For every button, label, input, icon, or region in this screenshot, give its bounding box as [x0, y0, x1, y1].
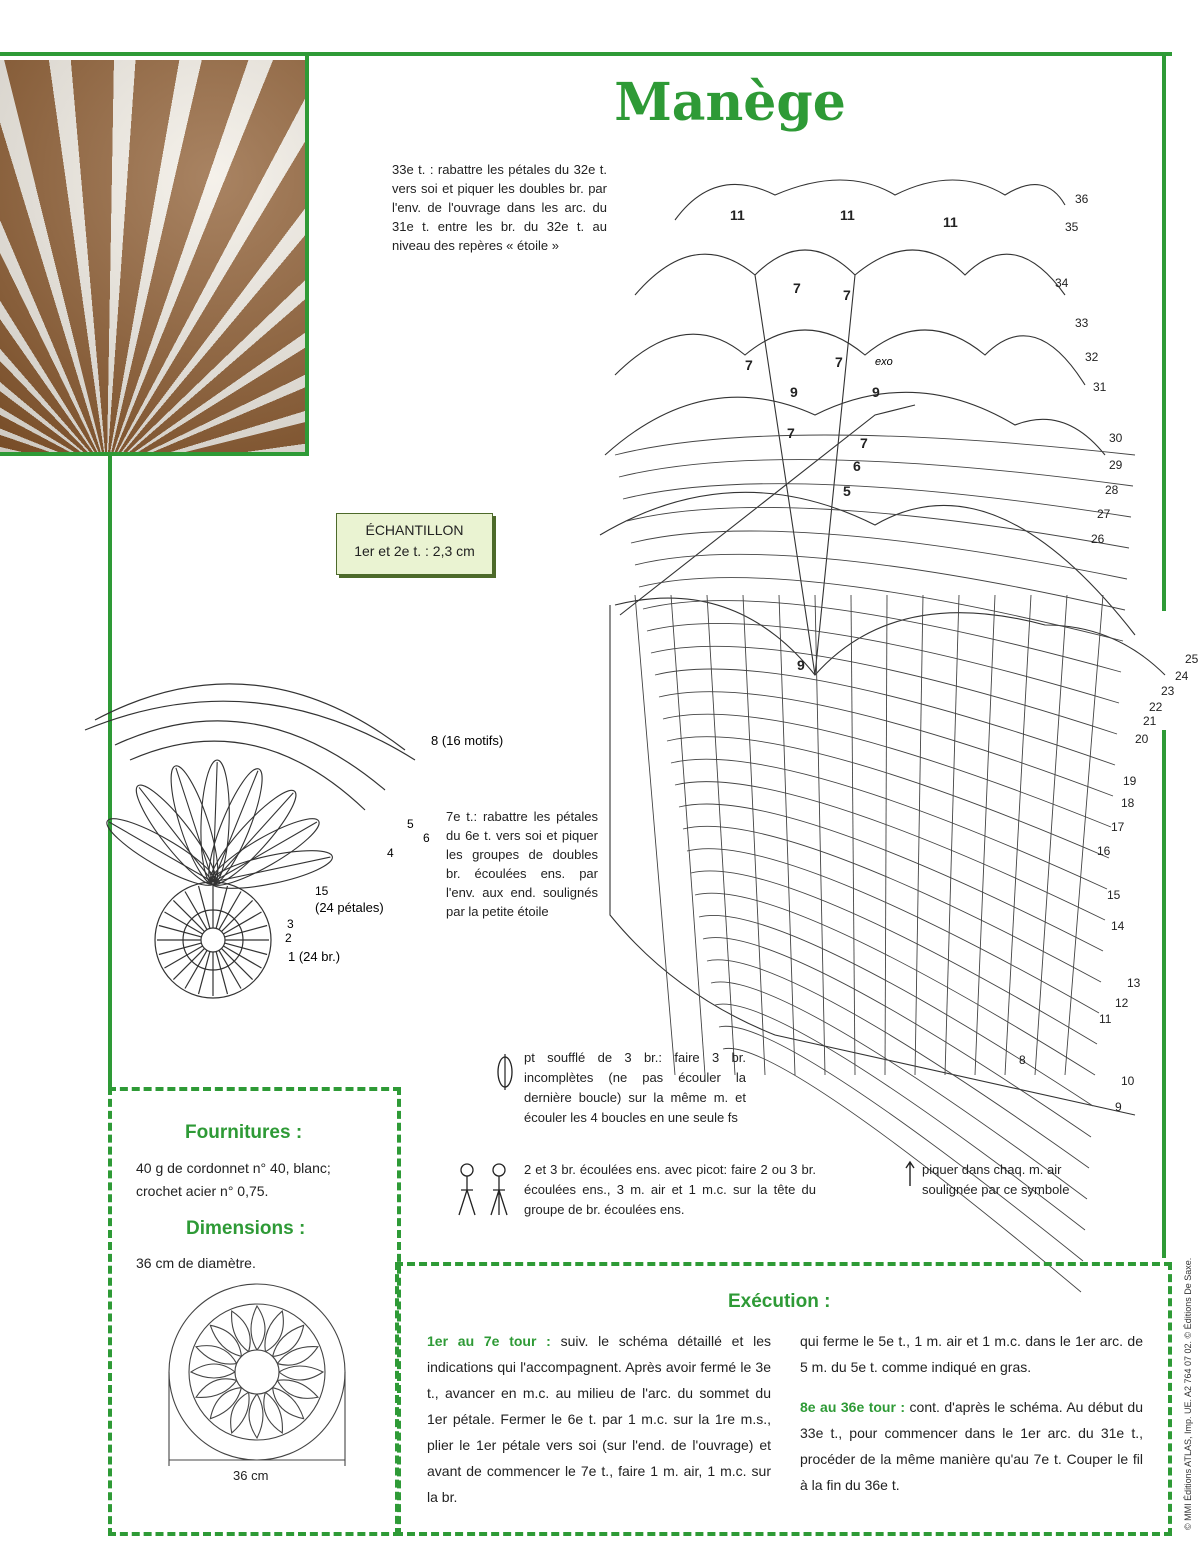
- large-crochet-chart: [575, 155, 1199, 1115]
- label-r1: 1 (24 br.): [288, 949, 341, 964]
- row-label: 13: [1127, 976, 1141, 990]
- row-label: 14: [1111, 919, 1125, 933]
- row-label: 12: [1115, 996, 1129, 1010]
- stitch-symbol: [903, 1160, 917, 1190]
- inner-number: 7: [860, 435, 868, 451]
- execution-column-1: [427, 1328, 771, 1510]
- inner-number: 5: [843, 483, 851, 499]
- photo-border-right: [305, 56, 309, 456]
- row-label: 27: [1097, 507, 1111, 521]
- supplies-heading: Fournitures :: [185, 1122, 303, 1143]
- row-label: 8: [1019, 1053, 1026, 1067]
- row-label: 33: [1075, 316, 1089, 330]
- row-label: 32: [1085, 350, 1099, 364]
- label-r15: 15: [315, 884, 329, 898]
- inner-number: 9: [797, 657, 805, 673]
- exec-p3-text: cont. d'après le schéma. Au début du 33e t., pour commencer dans le 1er arc. du 31e t., procéder de la même manière qu'au 7e t. Couper le fil à la fin du 36e t.: [800, 1399, 1144, 1493]
- note-round-7: 7e t.: rabattre les pétales du 6e t. vers soi et piquer les groupes de doubles br. écoulées ens. par l'env. aux end. soulignés par la petite étoile: [446, 809, 598, 919]
- row-label: 19: [1123, 774, 1137, 788]
- note-round-33: 33e t. : rabattre les pétales du 32e t. vers soi et piquer les doubles br. par l'env. de l'ouvrage dans les arc. du 31e t. entre les br. du 32e t. au niveau des repères « étoile »: [392, 162, 607, 253]
- row-label: 26: [1091, 532, 1105, 546]
- inner-number: 11: [943, 214, 958, 230]
- diagram-36cm: 36 cm: [233, 1468, 269, 1483]
- row-label: 28: [1105, 483, 1119, 497]
- label-r4: 4: [387, 846, 394, 860]
- photo-border-bottom: [0, 452, 309, 456]
- row-label: 30: [1109, 431, 1123, 445]
- sample-heading: ÉCHANTILLON: [365, 522, 464, 538]
- label-r2: 2: [285, 931, 292, 945]
- inner-number: 11: [730, 207, 745, 223]
- inner-number: 11: [840, 207, 855, 223]
- row-label: 24: [1175, 669, 1189, 683]
- row-label: 16: [1097, 844, 1111, 858]
- label-r3: 3: [287, 917, 294, 931]
- row-label: 36: [1075, 192, 1089, 206]
- label-petals: (24 pétales): [315, 900, 384, 915]
- legend-puff: pt soufflé de 3 br.: faire 3 br. incomplètes (ne pas écouler la dernière boucle) sur la même m. et écouler les 4 boucles en une seule fs: [524, 1050, 746, 1125]
- inner-number: 7: [793, 280, 801, 296]
- row-label: 34: [1055, 276, 1069, 290]
- label-r5: 5: [407, 817, 414, 831]
- exec-p1-text: suiv. le schéma détaillé et les indications qui l'accompagnent. Après avoir fermé le 3e t., avancer en m.c. au milieu de l'arc. du sommet du 1er pétale. Fermer le 6e t. par 1 m.c. sur la 1re m.s., plier le 1er pétale vers soi (sur l'end. de l'ouvrage) et avant de commencer le 7e t., faire 1 m. air, 1 m.c. sur la br.: [427, 1333, 771, 1505]
- dimensions-text: 36 cm de diamètre.: [136, 1255, 256, 1271]
- execution-heading: Exécution :: [728, 1291, 831, 1312]
- supplies-text: 40 g de cordonnet n° 40, blanc; crochet acier n° 0,75.: [136, 1160, 331, 1199]
- copyright-text: © MMI Éditions ATLAS, Imp. UE. A2 764 07 02. © Éditions De Saxe.: [1183, 1257, 1193, 1530]
- row-label: 25: [1185, 652, 1199, 666]
- inner-number: 7: [835, 354, 843, 370]
- picot-cluster-symbol: [455, 1160, 515, 1220]
- sample-text: 1er et 2e t. : 2,3 cm: [354, 543, 475, 559]
- row-label: 9: [1115, 1100, 1122, 1114]
- exec-p2-text: qui ferme le 5e t., 1 m. air et 1 m.c. dans le 1er arc. de 5 m. du 5e t. comme indiqué en gras.: [800, 1333, 1143, 1375]
- exec-p1-lead: 1er au 7e tour :: [427, 1333, 551, 1349]
- inner-number: 7: [787, 425, 795, 441]
- row-label: 11: [1099, 1012, 1112, 1026]
- inner-number: 6: [853, 458, 861, 474]
- inner-number: 7: [843, 287, 851, 303]
- page-title: Manège: [614, 72, 846, 133]
- inner-number: 9: [790, 384, 798, 400]
- legend-picot: 2 et 3 br. écoulées ens. avec picot: faire 2 ou 3 br. écoulées ens., 3 m. air et 1 m.c. sur la tête du groupe de br. écoulées ens.: [524, 1162, 816, 1217]
- row-label: 23: [1161, 684, 1175, 698]
- row-label: 29: [1109, 458, 1123, 472]
- inner-number: 7: [745, 357, 753, 373]
- sample-box: [336, 513, 493, 575]
- row-label: 22: [1149, 700, 1163, 714]
- row-label: 20: [1135, 732, 1149, 746]
- doily-photo: [0, 60, 305, 452]
- row-label: 18: [1121, 796, 1135, 810]
- label-r8: 8 (16 motifs): [431, 733, 504, 748]
- row-label: 35: [1065, 220, 1079, 234]
- row-label: 21: [1143, 714, 1157, 728]
- label-r6: 6: [423, 831, 430, 845]
- frame-top-line: [0, 52, 1172, 56]
- execution-column-2: [800, 1328, 1143, 1498]
- row-label: 15: [1107, 888, 1121, 902]
- exo-mark: exo: [875, 356, 893, 368]
- dimension-diagram: [145, 1280, 370, 1485]
- row-label: 10: [1121, 1074, 1135, 1088]
- exec-p3-lead: 8e au 36e tour :: [800, 1399, 906, 1415]
- puff-stitch-symbol: [495, 1050, 515, 1092]
- small-crochet-chart: [55, 650, 504, 1010]
- row-label: 31: [1093, 380, 1107, 394]
- inner-number: 9: [872, 384, 880, 400]
- dimensions-heading: Dimensions :: [186, 1218, 306, 1239]
- legend-stitch: piquer dans chaq. m. air soulignée par ce symbole: [922, 1162, 1070, 1197]
- row-label: 17: [1111, 820, 1125, 834]
